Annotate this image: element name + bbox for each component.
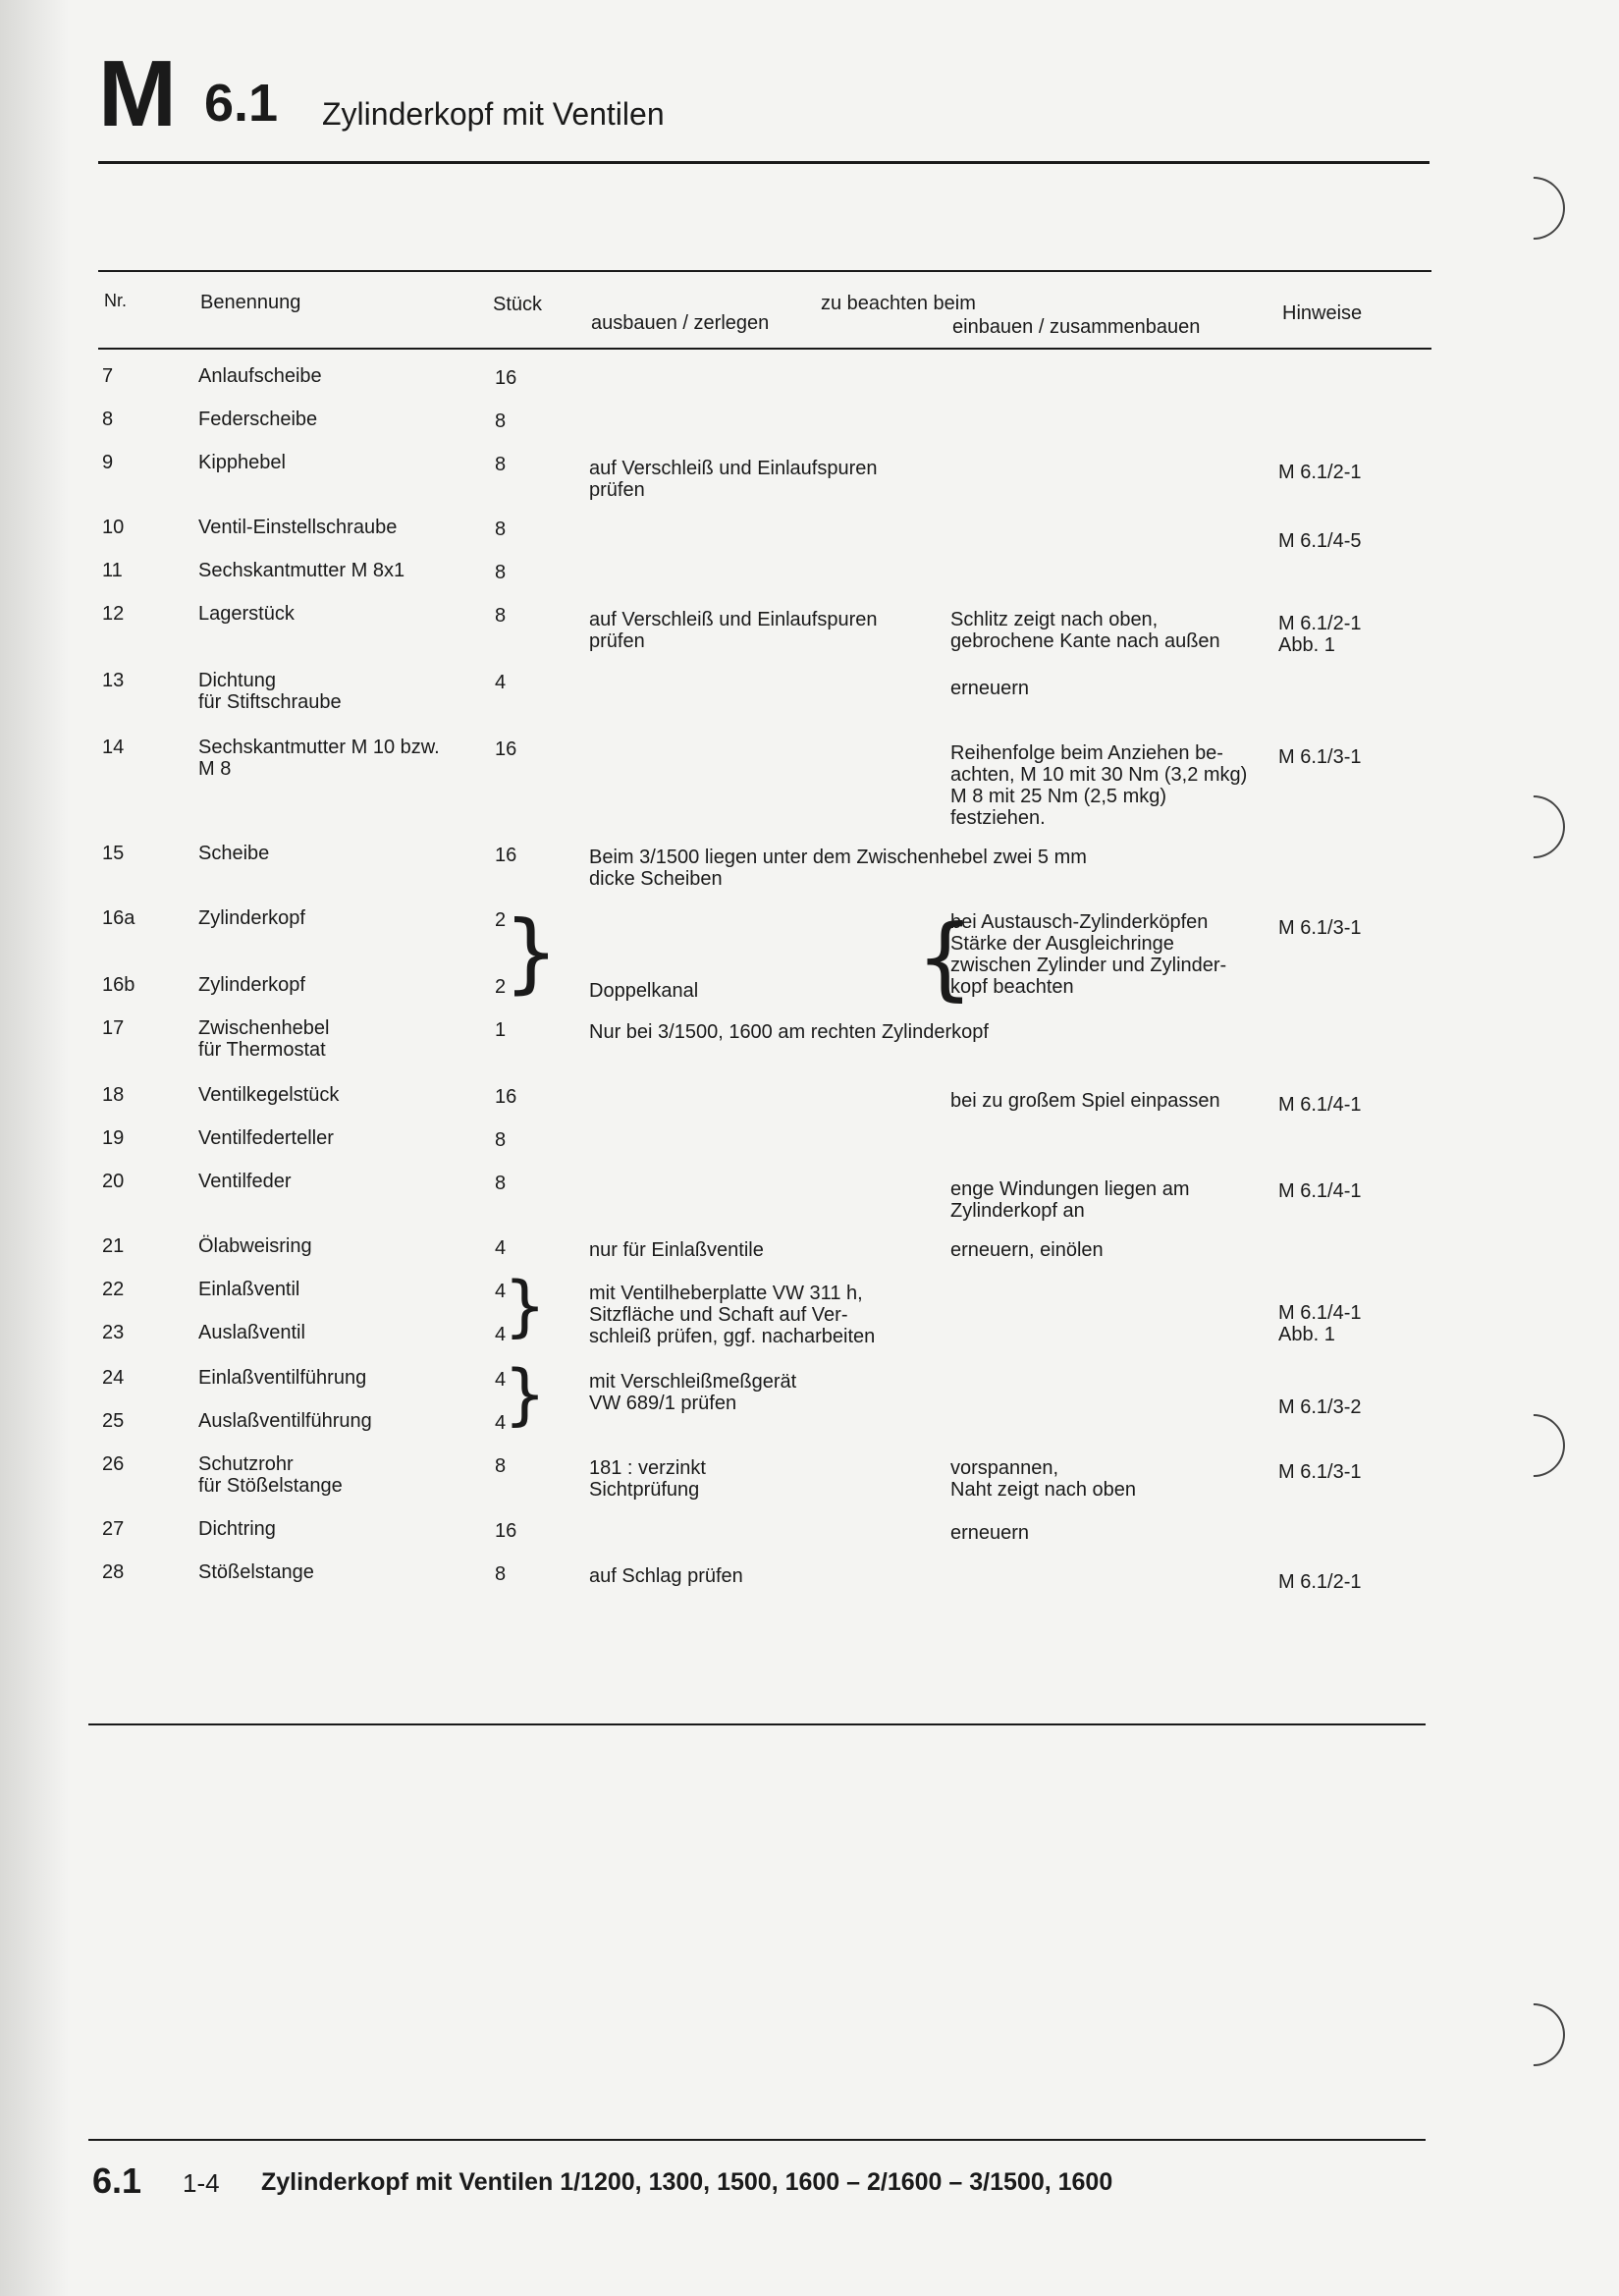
row-qty: 8 [495, 562, 507, 583]
row-nr: 17 [102, 1017, 125, 1039]
col-header-install: einbauen / zusammenbauen [952, 316, 1201, 338]
row-qty: 16 [495, 367, 517, 389]
row-reference: M 6.1/4-1 [1278, 1094, 1362, 1116]
row-name: Kipphebel [198, 452, 286, 473]
row-nr: 11 [102, 560, 123, 581]
row-remove-note: Doppelkanal [589, 980, 699, 1002]
row-reference: M 6.1/2-1 Abb. 1 [1278, 613, 1362, 656]
section-letter: M [98, 41, 171, 146]
punch-hole-mark [1489, 1991, 1579, 2080]
brace-16-notes: { [916, 905, 974, 1011]
row-name: Federscheibe [198, 409, 318, 430]
row-reference: M 6.1/4-1 [1278, 1180, 1362, 1202]
row-install-note: vorspannen, Naht zeigt nach oben [950, 1457, 1137, 1501]
row-name: Sechskantmutter M 8x1 [198, 560, 405, 581]
footer-section: 6.1 [92, 2160, 142, 2201]
row-qty: 16 [495, 738, 517, 760]
row-nr: 25 [102, 1410, 125, 1432]
row-nr: 18 [102, 1084, 125, 1106]
row-remove-note: auf Verschleiß und Einlaufspuren prüfen [589, 609, 878, 652]
row-qty: 4 [495, 1237, 507, 1259]
row-qty: 8 [495, 410, 507, 432]
punch-hole-mark [1489, 1401, 1579, 1491]
row-qty: 8 [495, 605, 507, 627]
row-qty: 4 [495, 672, 507, 693]
row-nr: 16a [102, 907, 135, 929]
row-name: Auslaßventil [198, 1322, 305, 1343]
brace-24-25: } [504, 1356, 547, 1434]
row-install-note: erneuern [950, 678, 1030, 699]
row-remove-note: mit Ventilheberplatte VW 311 h, Sitzfläche und Schaft auf Ver- schleiß prüfen, ggf. nacharbeiten [589, 1283, 876, 1347]
row-name: Zwischenhebel für Thermostat [198, 1017, 330, 1061]
row-qty: 8 [495, 519, 507, 540]
row-reference: M 6.1/4-1 Abb. 1 [1278, 1302, 1362, 1345]
row-reference: M 6.1/3-2 [1278, 1396, 1362, 1418]
table-top-rule [98, 270, 1431, 272]
row-name: Auslaßventilführung [198, 1410, 372, 1432]
col-header-nr: Nr. [104, 291, 128, 310]
row-reference: M 6.1/3-1 [1278, 917, 1362, 939]
row-name: Anlaufscheibe [198, 365, 322, 387]
row-qty: 16 [495, 845, 517, 866]
col-header-ref: Hinweise [1282, 302, 1363, 324]
row-name: Ventil-Einstellschraube [198, 517, 398, 538]
row-nr: 20 [102, 1171, 125, 1192]
row-reference: M 6.1/4-5 [1278, 530, 1362, 552]
row-remove-note: Beim 3/1500 liegen unter dem Zwischenhebel zwei 5 mm dicke Scheiben [589, 847, 1087, 890]
row-name: Dichtung für Stiftschraube [198, 670, 342, 713]
row-name: Sechskantmutter M 10 bzw. M 8 [198, 737, 440, 780]
punch-hole-mark [1489, 783, 1579, 872]
row-remove-note: auf Schlag prüfen [589, 1565, 743, 1587]
row-name: Ventilfederteller [198, 1127, 334, 1149]
row-name: Ventilkegelstück [198, 1084, 340, 1106]
row-reference: M 6.1/2-1 [1278, 1571, 1362, 1593]
row-qty: 4 [495, 1324, 507, 1345]
row-reference: M 6.1/3-1 [1278, 1461, 1362, 1483]
row-qty: 16 [495, 1520, 517, 1542]
row-qty: 4 [495, 1369, 507, 1391]
row-remove-note: mit Verschleißmeßgerät VW 689/1 prüfen [589, 1371, 797, 1414]
row-nr: 22 [102, 1279, 125, 1300]
row-name: Scheibe [198, 843, 270, 864]
row-qty: 4 [495, 1281, 507, 1302]
brace-22-23: } [504, 1268, 547, 1345]
col-header-name: Benennung [200, 292, 301, 313]
footer-page-number: 1-4 [183, 2168, 220, 2198]
row-nr: 10 [102, 517, 125, 538]
row-nr: 27 [102, 1518, 125, 1540]
title-rule [98, 161, 1430, 164]
table-bottom-rule [88, 1723, 1426, 1725]
row-name: Lagerstück [198, 603, 295, 625]
row-reference: M 6.1/2-1 [1278, 462, 1362, 483]
row-qty: 2 [495, 909, 507, 931]
row-install-note: enge Windungen liegen am Zylinderkopf an [950, 1178, 1190, 1222]
col-header-note-group: zu beachten beim [821, 293, 976, 314]
page-title: Zylinderkopf mit Ventilen [322, 96, 665, 132]
row-nr: 7 [102, 365, 114, 387]
row-remove-note: Nur bei 3/1500, 1600 am rechten Zylinderkopf [589, 1021, 989, 1043]
row-nr: 23 [102, 1322, 125, 1343]
row-name: Zylinderkopf [198, 907, 305, 929]
row-nr: 8 [102, 409, 114, 430]
row-nr: 19 [102, 1127, 125, 1149]
section-number: 6.1 [204, 74, 279, 133]
row-nr: 24 [102, 1367, 125, 1389]
row-qty: 8 [495, 1563, 507, 1585]
row-name: Ölabweisring [198, 1235, 312, 1257]
row-nr: 9 [102, 452, 114, 473]
row-nr: 15 [102, 843, 125, 864]
col-header-remove: ausbauen / zerlegen [591, 312, 770, 334]
row-install-note: Schlitz zeigt nach oben, gebrochene Kante nach außen [950, 609, 1220, 652]
row-name: Einlaßventilführung [198, 1367, 367, 1389]
row-nr: 26 [102, 1453, 125, 1475]
row-nr: 14 [102, 737, 125, 758]
row-install-note: erneuern, einölen [950, 1239, 1104, 1261]
row-name: Stößelstange [198, 1561, 314, 1583]
row-name: Dichtring [198, 1518, 276, 1540]
row-name: Ventilfeder [198, 1171, 292, 1192]
footer-title: Zylinderkopf mit Ventilen 1/1200, 1300, 1500, 1600 – 2/1600 – 3/1500, 1600 [261, 2168, 1113, 2196]
row-install-note: erneuern [950, 1522, 1030, 1544]
row-remove-note: nur für Einlaßventile [589, 1239, 764, 1261]
row-qty: 4 [495, 1412, 507, 1434]
row-install-note: bei zu großem Spiel einpassen [950, 1090, 1220, 1112]
row-qty: 1 [495, 1019, 507, 1041]
row-reference: M 6.1/3-1 [1278, 746, 1362, 768]
row-nr: 16b [102, 974, 135, 996]
row-qty: 8 [495, 1173, 507, 1194]
row-nr: 21 [102, 1235, 125, 1257]
brace-16: } [504, 902, 559, 1003]
row-nr: 28 [102, 1561, 125, 1583]
row-qty: 8 [495, 1455, 507, 1477]
punch-hole-mark [1489, 164, 1579, 253]
row-qty: 2 [495, 976, 507, 998]
row-name: Einlaßventil [198, 1279, 300, 1300]
row-name: Zylinderkopf [198, 974, 305, 996]
row-install-note: Reihenfolge beim Anziehen be- achten, M 10 mit 30 Nm (3,2 mkg) M 8 mit 25 Nm (2,5 mkg) festziehen. [950, 742, 1248, 829]
page-edge-shadow [0, 0, 69, 2296]
row-nr: 13 [102, 670, 125, 691]
row-qty: 8 [495, 454, 507, 475]
row-install-note: bei Austausch-Zylinderköpfen Stärke der Ausgleichringe zwischen Zylinder und Zylinder- kopf beachten [950, 911, 1227, 998]
row-qty: 8 [495, 1129, 507, 1151]
table-header-rule [98, 348, 1431, 350]
row-remove-note: 181 : verzinkt Sichtprüfung [589, 1457, 706, 1501]
row-nr: 12 [102, 603, 125, 625]
col-header-qty: Stück [493, 294, 543, 315]
footer-rule [88, 2139, 1426, 2141]
row-qty: 16 [495, 1086, 517, 1108]
row-remove-note: auf Verschleiß und Einlaufspuren prüfen [589, 458, 878, 501]
row-name: Schutzrohr für Stößelstange [198, 1453, 343, 1497]
